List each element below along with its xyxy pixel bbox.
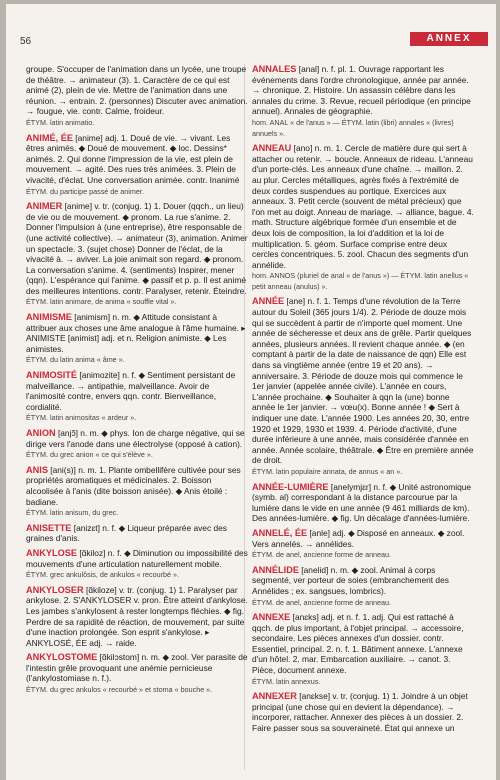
definition: [anal] n. f. pl. 1. Ouvrage rapportant les événements dans l'ordre chronologique, année par année. → chronique. 2. Histoire. Un assassin célèbre dans les annales du crime. 3. Revue, recueil périodique (en principe annuel). Annales de géographie. (252, 64, 471, 117)
etymology: hom. ANNOS (pluriel de anal « de l'anus ») — ÉTYM. latin anellus « petit anneau (anulus) ». (252, 271, 469, 291)
definition: [anime] adj. 1. Doué de vie. → vivant. Les êtres animés. ◆ Doué de mouvement. ◆ loc. Dessins* animés. 2. Qui donne l'impression de la vie, est plein de mouvement. → agité. Des rues très animées. 3. Plein de vivacité, d'éclat. Une conversation animée. contr. Inanimé (26, 132, 240, 185)
headword: ANIMER (26, 201, 63, 212)
etymology: ÉTYM. grec ankulôsis, de ankulos « recourbé ». (26, 570, 180, 580)
etymology: ÉTYM. latin anisum, du grec. (26, 508, 119, 518)
etymology: ÉTYM. latin animositas « ardeur ». (26, 413, 137, 423)
definition: [animozite] n. f. ◆ Sentiment persistant de malveillance. → antipathie, malveillance. Avoir de l'animosité contre, envers qqn. contr. Bienveillance, cordialité. (26, 370, 236, 412)
entry (26, 548, 248, 581)
headword: ANISETTE (26, 522, 72, 533)
entry (26, 652, 248, 695)
definition: [ane] n. f. 1. Temps d'une révolution de la Terre autour du Soleil (365 jours 1/4). 2. Période de douze mois qui se succèdent à partir de n'importe quel moment. Une année de sécheresse et deux ans de grêle. Partir quelques années, plusieurs années. Il revient chaque année. ◆ (en comptant à partir de la date de naissance de qqn) Elle est dans sa vingtième année (entre 19 et 20 ans). → anniversaire. 3. Période de douze mois qui commence le 1er janvier (appelée année civile). L'année en cours, L'année prochaine. ◆ Souhaiter à qqn la (une) bonne année le 1er janvier. → vœu(x). Bonne année ! ◆ Sert à indiquer une date. L'année 1900. Les années 20, 30, entre 1920 et 1929, 1930 et 1939. 4. Période d'activité, d'une durée inférieure à une année, mais considérée d'année en année. Année scolaire, théâtrale. ◆ Être en première année de droit. (252, 296, 474, 466)
entry (26, 370, 248, 424)
etymology: ÉTYM. de anel, ancienne forme de anneau. (252, 550, 392, 560)
etymology: ÉTYM. latin animatio. (26, 117, 95, 127)
entry (26, 64, 248, 129)
headword: ANNÉLIDE (252, 564, 299, 575)
right-column (252, 64, 474, 738)
etymology: ÉTYM. du grec anion « ce qui s'élève ». (26, 450, 153, 460)
dictionary-page (6, 4, 496, 780)
headword: ANKYLOSTOME (26, 652, 98, 663)
headword: ANNEAU (252, 143, 292, 154)
entry (26, 428, 248, 461)
entry (252, 565, 474, 608)
page-number: 56 (20, 36, 32, 47)
definition: [anle] adj. ◆ Disposé en anneaux. ◆ zool. Vers annelés. → annélides. (252, 527, 465, 549)
entry (252, 528, 474, 561)
entry (252, 612, 474, 687)
entry (26, 201, 248, 308)
headword: ANNEXER (252, 691, 297, 702)
etymology: ÉTYM. latin animare, de anima « souffle vital ». (26, 297, 177, 307)
definition: [anime] v. tr. (conjug. 1) 1. Douer (qqch., un lieu) de vie ou de mouvement. ◆ pronom. La rue s'anime. 2. Donner l'impulsion à (une entreprise), être responsable de (une activité collective). → animateur (3), animation. Animer un spectacle. 3. (sujet chose) Donner de l'éclat, de la vivacité à. → aviver. La joie animait son regard. ◆ pronom. La conversation s'anime. 4. (sentiments) Inspirer, mener (qqn). L'espérance qui l'anime. ◆ passif et p. p. Il est animé des meilleures intentions. contr. Paralyser, retenir. Éteindre. (26, 201, 248, 296)
definition: [anelid] n. m. ◆ zool. Animal à corps segmenté, ver porteur de soies (embranchement des Annélides ; ex. sangsues, lombrics). (252, 564, 449, 596)
definition: [ɑ̃kiloze] v. tr. (conjug. 1) 1. Paralyser par ankylose. 2. S'ANKYLOSER v. pron. Être atteint d'ankylose. Les jambes s'ankylosent à rester longtemps fléchies. ◆ fig. Perdre de sa rapidité de réaction, de mouvement, par suite d'une inaction prolongée. Son esprit s'ankylose. ▸ ANKYLOSÉ, ÉE adj. → raide. (26, 584, 248, 648)
etymology: hom. ANAL « de l'anus » — ÉTYM. latin (libri) annales « (livres) annuels ». (252, 117, 454, 138)
headword: ANIMISME (26, 312, 72, 323)
definition: [anizɛt] n. f. ◆ Liqueur préparée avec des graines d'anis. (26, 522, 227, 544)
entry (26, 133, 248, 198)
definition: [ɑ̃kilɔstom] n. m. ◆ zool. Ver parasite de l'intestin grêle provoquant une anémie pernicieuse (l'ankylostomiase n. f.). (26, 652, 248, 684)
headword: ANNELÉ, ÉE (252, 527, 308, 538)
headword: ANIMOSITÉ (26, 370, 78, 381)
entry (252, 482, 474, 524)
headword: ANNALES (252, 64, 297, 74)
etymology: ÉTYM. latin annexus. (252, 676, 321, 686)
entry (26, 585, 248, 649)
definition: groupe. S'occuper de l'animation dans un lycée, une troupe de théâtre. → animateur (3). 1. Caractère de ce qui est animé (2), plein de vie. Mettre de l'animation dans une réunion. → entrain. 2. (personnes) Discuter avec animation. → fougue, vie. contr. Calme, froideur. (26, 64, 248, 117)
section-header: ANNEX (410, 32, 488, 46)
headword: ANKYLOSER (26, 584, 84, 595)
entry (26, 523, 248, 544)
headword: ANNÉE-LUMIÈRE (252, 481, 329, 492)
entry (252, 143, 474, 292)
etymology: ÉTYM. du latin anima « âme ». (26, 355, 125, 365)
definition: [ani(s)] n. m. 1. Plante ombellifère cultivée pour ses propriétés aromatiques et médicinales. 2. Boisson alcoolisée à l'anis (dite boisson anisée). ◆ Anis étoilé : badiane. (26, 464, 241, 507)
etymology: ÉTYM. du grec ankulos « recourbé » et stoma « bouche ». (26, 685, 213, 695)
etymology: ÉTYM. de anel, ancienne forme de anneau. (252, 597, 392, 607)
headword: ANION (26, 428, 56, 438)
definition: [ano] n. m. 1. Cercle de matière dure qui sert à attacher ou retenir. → boucle. Anneaux de rideau. L'anneau d'un porte-clés. Les anneaux d'une chaîne. → maillon. 2. au plur. Cercles métalliques, agrès fixés à l'extrémité de deux cordes suspendues au portique. Exercices aux anneaux. 3. Petit cercle (souvent de métal précieux) que l'on met au doigt. Anneau de mariage. → alliance, bague. 4. math. Structure algébrique formée d'un ensemble et de deux lois de composition, la loi d'addition et la loi de multiplication. 5. géom. Surface comprise entre deux cercles concentriques. 5. zool. Chacun des segments d'un annélide. (252, 143, 474, 270)
entry (252, 296, 474, 477)
definition: [anɛkse] v. tr. (conjug. 1) 1. Joindre à un objet principal (une chose qui en devient la dépendance). → incorporer, rattacher. Annexer des pièces à un dossier. 2. Faire passer sous sa souveraineté. État qui annexe un (252, 691, 468, 734)
headword: ANIMÉ, ÉE (26, 132, 73, 143)
entry (252, 64, 474, 139)
definition: [animism] n. m. ◆ Attitude consistant à attribuer aux choses une âme analogue à l'âme humaine. ▸ ANIMISTE [animist] adj. et n. Religion animiste. ◆ Les animistes. (26, 312, 246, 354)
entry (26, 465, 248, 519)
left-column (26, 64, 248, 700)
definition: [ɑ̃kiloz] n. f. ◆ Diminution ou impossibilité des mouvements d'une articulation naturellement mobile. (26, 547, 248, 569)
headword: ANNEXE (252, 612, 291, 623)
etymology: ÉTYM. latin populaire annata, de annus « an ». (252, 466, 403, 476)
headword: ANKYLOSE (26, 547, 78, 558)
headword: ANIS (26, 464, 48, 475)
entry (26, 312, 248, 366)
etymology: ÉTYM. du participe passé de animer. (26, 186, 144, 196)
definition: [anjɔ̃] n. m. ◆ phys. Ion de charge négative, qui se dirige vers l'anode dans une électrolyse (opposé à cation). (26, 428, 245, 449)
entry (252, 691, 474, 733)
definition: [anɛks] adj. et n. f. 1. adj. Qui est rattaché à qqch. de plus important, à l'objet principal. → accessoire, secondaire. Les pièces annexes d'un dossier. contr. Essentiel, principal. 2. n. f. 1. Bâtiment annexe. L'annexe d'un hôtel. 2. mar. Embarcation auxiliaire. → canot. 3. Pièce, document annexe. (252, 612, 464, 676)
headword: ANNÉE (252, 296, 285, 307)
definition: [anelymjɛr] n. f. ◆ Unité astronomique (symb. al) correspondant à la distance parcourue par la lumière dans le vide en une année (9 461 milliards de km). Des années-lumière. ◆ fig. Un décalage d'années-lumière. (252, 481, 472, 524)
